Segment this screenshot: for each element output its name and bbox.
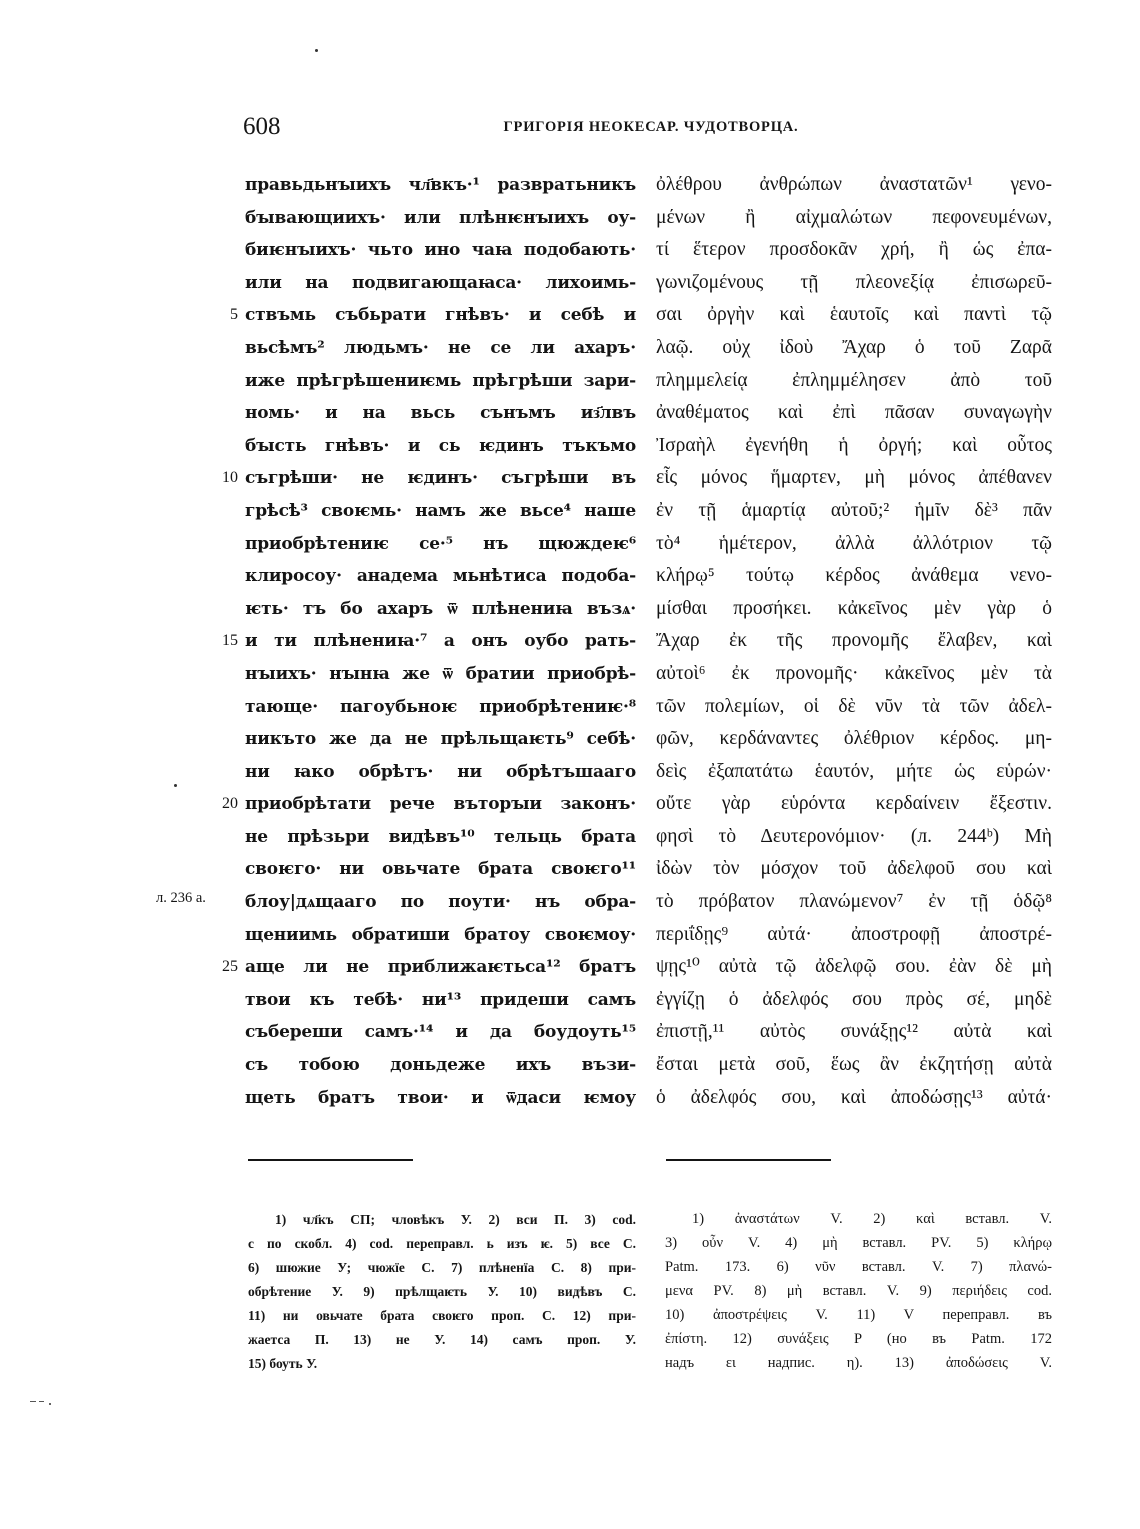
- footnote-rule-right: [666, 1159, 831, 1161]
- slavonic-text-line: съ тобою доньдеже ихъ възи-: [245, 1055, 636, 1076]
- footnote-line: 10) ἀποστρέψεις V. 11) V переправл. въ: [665, 1307, 1052, 1323]
- line-number: 20: [222, 795, 238, 813]
- line-number: 25: [222, 958, 238, 976]
- greek-text-line: τὸ⁴ ἡμέτερον, ἀλλὰ ἀλλότριον τῷ: [656, 532, 1052, 554]
- greek-text-line: μένων ἢ αἰχμαλώτων πεφονευμένων,: [656, 206, 1052, 228]
- footnote-line: 6) шюжие У; чюжїе С. 7) плѣненїа С. 8) при-: [248, 1260, 636, 1275]
- line-number: 10: [222, 469, 238, 487]
- page-number: 608: [243, 113, 281, 140]
- slavonic-text-line: бꙑсть гнѣвъ· и сь ѥдинъ тъкъмо: [245, 435, 636, 456]
- slavonic-text-line: ствъмь събьрати гнѣвъ· и себѣ и: [245, 305, 636, 326]
- slavonic-text-line: нꙑихъ· нꙑнꙗ же ѿ братии приобрѣ-: [245, 663, 636, 684]
- greek-text-line: ἐγγίζῃ ὁ ἀδελφός σου πρὸς σέ, μηδὲ: [656, 988, 1052, 1010]
- footnote-line: с по скобл. 4) cod. переправл. ь изъ ѥ. 5) все С.: [248, 1236, 636, 1251]
- slavonic-text-line: блоу|дѧщааго по поути· нъ обра-: [245, 892, 636, 913]
- greek-text-line: τὸ πρόβατον πλανώμενον⁷ ἐν τῇ ὁδῷ⁸: [656, 891, 1052, 913]
- greek-text-line: γωνιζομένους τῇ πλεονεξίᾳ ἐπισωρεῦ-: [656, 271, 1052, 293]
- line-number: 5: [230, 306, 238, 324]
- slavonic-text-line: никъто же да не прѣльщаѥть⁹ себѣ·: [245, 729, 636, 750]
- footnote-line: 1) ἀναστάτων V. 2) καὶ вставл. V.: [692, 1211, 1052, 1227]
- scan-speck: [30, 1401, 36, 1402]
- slavonic-text-line: номь· и на вьсь сънъмъ из҃лвъ: [245, 403, 636, 424]
- slavonic-text-line: правьдьнꙑихъ чл҃вкъ·¹ развратьникъ: [245, 175, 636, 195]
- slavonic-text-line: или на подвигающаꙗса· лихоимь-: [245, 272, 636, 293]
- greek-text-line: εἷς μόνος ἥμαρτεν, μὴ μόνος ἀπέθανεν: [656, 467, 1052, 489]
- greek-text-line: λαῷ. οὐχ ἰδοὺ Ἄχαρ ὁ τοῦ Ζαρᾶ: [656, 336, 1052, 358]
- greek-text-line: τί ἕτερον προσδοκᾶν χρή, ἢ ὡς ἐπα-: [656, 239, 1052, 261]
- greek-text-line: περιΐδῃς⁹ αὐτά· ἀποστροφῇ ἀποστρέ-: [656, 923, 1052, 945]
- scan-speck: [174, 784, 177, 787]
- greek-text-line: ὀλέθρου ἀνθρώπων ἀναστατῶν¹ γενο-: [656, 174, 1052, 195]
- line-number-margin: [190, 169, 238, 1119]
- footnote-line: μενα PV. 8) μὴ вставл. V. 9) περιήδεις cod.: [665, 1283, 1052, 1299]
- greek-text-line: οὔτε γὰρ εὑρόντα κερδαίνειν ἔξεστιν.: [656, 793, 1052, 815]
- slavonic-text-line: събереши самъ·¹⁴ и да боудоуть¹⁵: [245, 1022, 636, 1043]
- greek-text-line: δεὶς ἐξαπατάτω ἑαυτόν, μήτε ὡς εὑρών·: [656, 760, 1052, 782]
- slavonic-text-line: щениимь обратиши братоу своѥмоу·: [245, 924, 636, 945]
- footnote-line: жаетса П. 13) не У. 14) самъ проп. У.: [248, 1332, 636, 1347]
- greek-text-line: σαι ὀργὴν καὶ ἑαυτοῖς καὶ παντὶ τῷ: [656, 304, 1052, 326]
- greek-text-line: αὐτοὶ⁶ ἐκ προνομῆς· κἀκεῖνος μὲν τὰ: [656, 662, 1052, 684]
- slavonic-text-line: ни ꙗко обрѣтъ· ни обрѣтъшааго: [245, 761, 636, 782]
- greek-text-column: [656, 169, 1052, 1114]
- greek-text-line: ἔσται μετὰ σοῦ, ἕως ἂν ἐκζητήσῃ αὐτὰ: [656, 1054, 1052, 1076]
- folio-margin-note: л. 236 а.: [156, 890, 206, 906]
- slavonic-text-line: твои къ тебѣ· ни¹³ придеши самъ: [245, 989, 636, 1010]
- slavonic-text-line: ѥть· тъ бо ахаръ ѿ плѣнениꙗ възѧ·: [245, 598, 636, 619]
- slavonic-footnotes: [248, 1208, 636, 1376]
- greek-text-line: ψῃς¹⁰ αὐτὰ τῷ ἀδελφῷ σου. ἐὰν δὲ μὴ: [656, 956, 1052, 978]
- scan-speck: [39, 1401, 44, 1402]
- slavonic-text-line: не прѣзьри видѣвъ¹⁰ тельць брата: [245, 826, 636, 847]
- greek-text-line: μίσθαι προσήκει. κἀκεῖνος μὲν γὰρ ὁ: [656, 597, 1052, 619]
- slavonic-text-line: вьсѣмъ² людьмъ· не се ли ахаръ·: [245, 337, 636, 358]
- greek-text-line: ἐν τῇ ἁμαρτίᾳ αὐτοῦ;² ἡμῖν δὲ³ πᾶν: [656, 499, 1052, 521]
- running-title: ГРИГОРІЯ НЕОКЕСАР. ЧУДОТВОРЦА.: [503, 119, 799, 135]
- greek-text-line: πλημμελείᾳ ἐπλημμέλησεν ἀπὸ τοῦ: [656, 369, 1052, 391]
- greek-text-line: τῶν πολεμίων, οἱ δὲ νῦν τὰ τῶν ἀδελ-: [656, 695, 1052, 717]
- slavonic-text-line: грѣсѣ³ своѥмь· намъ же вьсе⁴ наше: [245, 500, 636, 521]
- footnote-line: Patm. 173. 6) νῦν вставл. V. 7) πλανώ-: [665, 1259, 1052, 1275]
- greek-text-line: ὁ ἀδελφός σου, καὶ ἀποδώσῃς¹³ αὐτά·: [656, 1086, 1052, 1108]
- scan-speck: [49, 1403, 51, 1405]
- line-number: 15: [222, 632, 238, 650]
- greek-text-line: ἐπιστῇ,¹¹ αὐτὸς συνάξῃς¹² αὐτὰ καὶ: [656, 1021, 1052, 1043]
- greek-text-line: Ἄχαρ ἐκ τῆς προνομῆς ἔλαβεν, καὶ: [656, 630, 1052, 652]
- footnote-line: обрѣтение У. 9) прѣлщаѥть У. 10) видѣвъ С.: [248, 1284, 636, 1299]
- footnote-line: 1) чл҃къ СП; чловѣкъ У. 2) вси П. 3) cod.: [275, 1212, 636, 1227]
- slavonic-text-line: своѥго· ни овьчате брата своѥго¹¹: [245, 859, 636, 880]
- greek-footnotes: [665, 1207, 1052, 1375]
- footnote-line: 15) боуть У.: [248, 1356, 318, 1371]
- greek-text-line: φῶν, κερδάναντες ὀλέθριον κέρδος. μη-: [656, 728, 1052, 750]
- footnote-line: 3) οὖν V. 4) μὴ вставл. PV. 5) κλήρῳ: [665, 1235, 1052, 1251]
- scan-speck: [315, 49, 318, 52]
- slavonic-text-column: [245, 169, 636, 1114]
- slavonic-text-line: клиросоу· анадема мьнѣтиса подоба-: [245, 566, 636, 587]
- greek-text-line: ἀναθέματος καὶ ἐπὶ πᾶσαν συναγωγὴν: [656, 402, 1052, 424]
- greek-text-line: Ἰσραὴλ ἐγενήθη ἡ ὀργή; καὶ οὗτος: [656, 434, 1052, 456]
- footnote-line: 11) ни овьчате брата своѥго проп. С. 12) при-: [248, 1308, 636, 1323]
- slavonic-text-line: тающе· пагоубьноѥ приобрѣтениѥ·⁸: [245, 696, 636, 717]
- slavonic-text-line: и ти плѣнениꙗ·⁷ а онъ оубо рать-: [245, 631, 636, 652]
- slavonic-text-line: съгрѣши· не ѥдинъ· съгрѣши въ: [245, 468, 636, 489]
- slavonic-text-line: аще ли не приближаѥтьса¹² братъ: [245, 957, 636, 978]
- footnote-rule-left: [248, 1159, 413, 1161]
- slavonic-text-line: иже прѣгрѣшениѥмь прѣгрѣши зари-: [245, 370, 636, 391]
- greek-text-line: κλήρῳ⁵ τούτῳ κέρδος ἀνάθεμα νενο-: [656, 565, 1052, 587]
- slavonic-text-line: приобрѣтениѥ се·⁵ нъ щюждеѥ⁶: [245, 533, 636, 554]
- footnote-line: надъ ει надпис. η). 13) ἀποδώσεις V.: [665, 1355, 1052, 1371]
- footnote-line: ἐπίστη. 12) συνάξεις P (но въ Patm. 172: [665, 1331, 1052, 1347]
- greek-text-line: ἰδὼν τὸν μόσχον τοῦ ἀδελφοῦ σου καὶ: [656, 858, 1052, 880]
- slavonic-text-line: приобрѣтати рече въторꙑи законъ·: [245, 794, 636, 815]
- slavonic-text-line: биѥнꙑихъ· чьто ино чаꙗ подобають·: [245, 240, 636, 261]
- slavonic-text-line: бꙑвающиихъ· или плѣнѥнꙑихъ оу-: [245, 207, 636, 228]
- greek-text-line: φησὶ τὸ Δευτερονόμιον· (л. 244ᵇ) Μὴ: [656, 825, 1052, 847]
- slavonic-text-line: щеть братъ твои· и ѿдаси ѥмоу: [245, 1087, 636, 1108]
